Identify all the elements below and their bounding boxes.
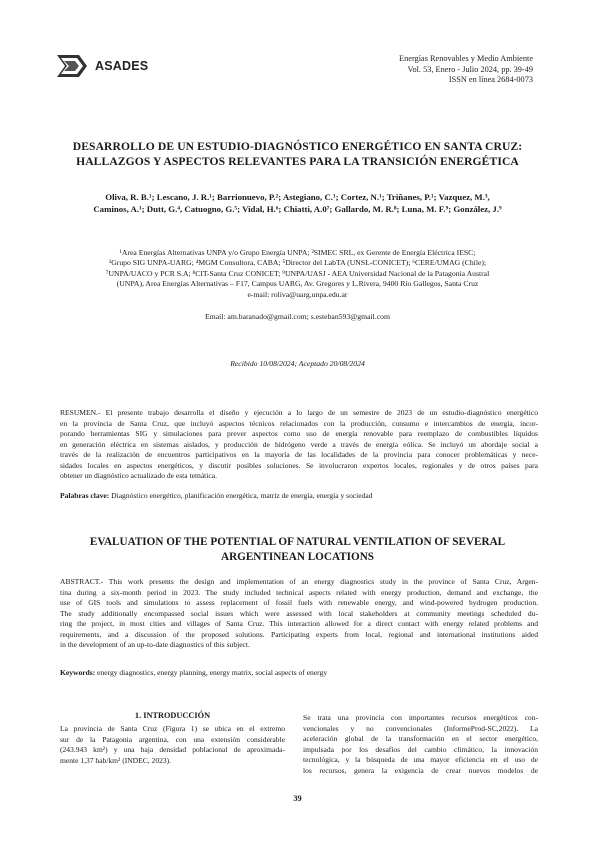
body-line: aceleración global de la transformación en el sector energético, — [303, 734, 538, 744]
resumen-line: porando herramientas SIG y simulaciones para prever aspectos como uso de energía renovable para reemplazo de combustibles líquidos — [60, 429, 538, 439]
abstract-line: tina during a six-month period in 2023. The study included technical aspects related with energy production, demand and exchange, the — [60, 587, 538, 597]
abstract-block — [60, 577, 538, 651]
body-line: La provincia de Santa Cruz (Figura 1) se ubica en el extremo — [60, 724, 285, 733]
affiliation-line: (UNPA), Area Energías Alternativas – F17, Campus UARG, Av. Gregores y L.Rivera, 9400 Río Gallegos, Santa Cruz — [116, 279, 479, 289]
resumen-line: en la provincia de Santa Cruz, que incluyó aspectos técnicos relacionados con la producción, consumo e intercambios de energía, incor- — [60, 418, 538, 428]
asades-logo-icon — [57, 55, 87, 77]
abstract-line: The study additionally encompassed social issues which were assessed with local stakeholders at community meetings scheduled du- — [60, 608, 538, 618]
english-title — [60, 535, 535, 564]
resumen-line: RESUMEN.- El presente trabajo desarrolla el diseño y ejecución a lo largo de un semestre de 2023 de un estudio-diagnóstico energético — [60, 408, 538, 417]
journal-issn: ISSN en línea 2684-0073 — [448, 75, 533, 85]
body-line: vencionales y no convencionales (InformeProd-SC,2022). La — [303, 723, 538, 733]
affiliations — [60, 248, 535, 300]
journal-name: Energías Renovables y Medio Ambiente — [399, 54, 533, 63]
contact-email: e-mail: roliva@uarg.unpa.edu.ar — [247, 289, 348, 299]
keywords-es — [60, 491, 538, 500]
resumen-line: través de la realización de encuentros participativos en la mayoría de las localidades de la provincia para conocer problemáticas y nece- — [60, 450, 538, 460]
english-title-line: EVALUATION OF THE POTENTIAL OF NATURAL VENTILATION OF SEVERAL — [89, 536, 506, 548]
affiliation-line: ⁷UNPA/UACO y PCR S.A; ⁸CIT-Santa Cruz CONICET; ⁹UNPA/UASJ - AEA Universidad Nacional de la Patagonia Austral — [105, 268, 490, 278]
page-number: 39 — [293, 794, 302, 803]
body-line: mente 1,37 hab/km² (INDEC, 2023). — [60, 755, 172, 765]
abstract-line: ring the project, in most cities and villages of Santa Cruz. This interaction allowed for a direct contact with energy related problems and — [60, 619, 538, 629]
journal-info — [399, 54, 533, 86]
abstract-line: ABSTRACT.- This work presents the design and implementation of an energy diagnostics study in the province of Santa Cruz, Argen- — [60, 577, 538, 586]
keywords-en — [60, 668, 538, 677]
body-line: los recursos, genera la exigencia de crear nuevos modelos de — [303, 765, 538, 775]
body-line: sur de la Patagonia argentina, con una extensión considerable — [60, 734, 285, 744]
body-line: (243.943 km²) y una baja densidad poblacional de aproximada- — [60, 745, 285, 755]
keywords-es-label: Palabras clave: — [60, 491, 110, 500]
resumen-block — [60, 408, 538, 482]
author-line: Oliva, R. B.¹; Lescano, J. R.¹; Barrionuevo, P.²; Astegiano, C.¹; Cortez, N.¹; Triñanes, P.¹; Vazquez, M.³, — [105, 192, 490, 202]
abstract-line: in the development of an up-to-date diagnostics of this subject. — [60, 640, 250, 650]
resumen-line: sidades locales en aspectos energéticos, y discutir posibles soluciones. Se involucraron expertos locales, regionales y de otros países para — [60, 460, 538, 470]
affiliation-line: ¹Area Energías Alternativas UNPA y/o Grupo Energía UNPA; ²SIMEC SRL, ex Gerente de Energía Eléctrica IESC; — [119, 248, 476, 257]
abstract-line: requirements, and a discussion of the proposed solutions. Participating experts from local, regional and international institutions aided — [60, 629, 538, 639]
affiliation-line: ³Grupo SIG UNPA-UARG; ⁴MGM Consultora, CABA; ⁵Director del LabTA (UNSL-CONICET); ⁶CERE/UMAG (Chile); — [108, 258, 487, 268]
author-line: Caminos, A.¹; Dutt, G.⁴, Catuogno, G.⁵; Vidal, H.⁶; Chiatti, A.0⁷; Gallardo, M. R.⁸; Luna, M. F.⁹; González, J.⁹ — [93, 204, 502, 215]
keywords-en-label: Keywords: — [60, 668, 96, 677]
abstract-line: use of GIS tools and simulations to assess replacement of fossil fuels with renewable energy, and wind-powered hydrogen production. — [60, 598, 538, 608]
keywords-es-text: Diagnóstico energético, planificación energética, matriz de energía, energía y sociedad — [111, 491, 373, 500]
resumen-line: obtener un diagnóstico actualizado de esta temática. — [60, 471, 217, 481]
journal-volume: Vol. 53, Enero - Julio 2024, pp. 39-49 — [407, 64, 533, 74]
english-title-line: ARGENTINEAN LOCATIONS — [220, 550, 375, 563]
received-dates: Recibido 10/08/2024; Aceptado 20/08/2024 — [230, 359, 365, 368]
body-line: Se trata una provincia con importantes recursos energéticos con- — [303, 713, 538, 722]
intro-left-column — [60, 724, 285, 766]
asades-logo — [57, 55, 148, 77]
email-line: Email: am.baranado@gmail.com; s.esteban593@gmail.com — [205, 312, 390, 321]
intro-right-column — [303, 713, 538, 776]
body-line: tecnológica, y la búsqueda de una mayor eficiencia en el uso de — [303, 755, 538, 765]
paper-title — [60, 139, 535, 169]
keywords-en-text: energy diagnostics, energy planning, energy matrix, social aspects of energy — [97, 668, 328, 677]
body-line: impulsada por los desafíos del cambio climático, la innovación — [303, 744, 538, 754]
resumen-line: en generación eléctrica en sistemas aislados, y producción de hidrógeno verde a través de energía eólica. Se incluyó un abordaje social a — [60, 439, 538, 449]
title-line: HALLAZGOS Y ASPECTOS RELEVANTES PARA LA TRANSICIÓN ENERGÉTICA — [76, 155, 519, 168]
title-line: DESARROLLO DE UN ESTUDIO-DIAGNÓSTICO ENERGÉTICO EN SANTA CRUZ: — [72, 140, 523, 153]
logo-text: ASADES — [95, 59, 149, 73]
author-list — [60, 191, 535, 216]
section-heading: 1. INTRODUCCIÓN — [134, 711, 211, 720]
